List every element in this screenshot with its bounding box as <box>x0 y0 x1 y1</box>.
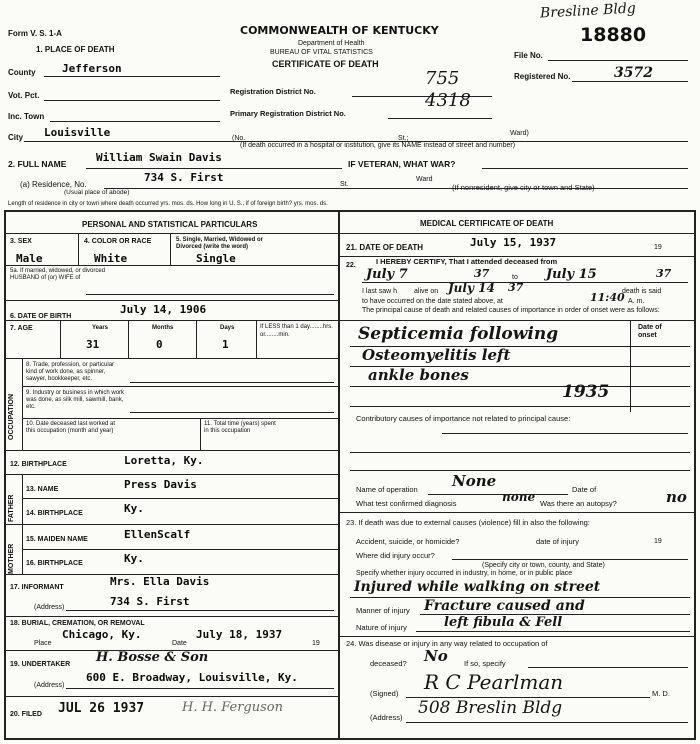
full-name-label: 2. FULL NAME <box>8 159 67 169</box>
sex-row-rule <box>4 265 338 266</box>
death-said: death is said <box>622 288 662 295</box>
age-row-rule <box>4 358 338 359</box>
spouse-row-rule <box>4 300 338 301</box>
days-label: Days <box>220 325 235 331</box>
left-border <box>4 210 6 740</box>
usual-place: (Usual place of abode) <box>64 189 130 196</box>
reg-district-label: Registration District No. <box>230 87 316 96</box>
autopsy-rule <box>338 512 694 513</box>
md-label: M. D. <box>652 689 670 698</box>
age-years: 31 <box>86 338 100 351</box>
occ9-line <box>130 412 334 413</box>
undertaker-bottom-rule <box>4 696 338 697</box>
death-date-label: 21. DATE OF DEATH <box>346 243 424 252</box>
operation-label: Name of operation <box>356 485 418 494</box>
length-note: Length of residence in city or town where death occurred yrs. mos. ds. How long in U. S., if of foreign birth? yrs. mos. ds. <box>8 201 328 207</box>
spouse-line <box>86 294 334 295</box>
cause-line1: Septicemia following <box>358 324 559 344</box>
father-bottom-rule <box>4 524 338 525</box>
st-label: St.; <box>398 135 409 142</box>
last-saw-date: July 14 <box>448 281 495 295</box>
color-value: White <box>94 252 128 265</box>
occ8-line <box>130 382 334 383</box>
cause-line-4 <box>350 406 690 407</box>
occ9-rule <box>22 418 338 419</box>
sex-label: 3. SEX <box>10 238 32 245</box>
informant-address-line <box>66 610 334 611</box>
father-col-rule <box>22 474 23 524</box>
dob-label: 6. DATE OF BIRTH <box>10 313 72 320</box>
place-of-death-heading: 1. PLACE OF DEATH <box>36 45 115 54</box>
nonresident-note: (If nonresident, give city or town and State) <box>452 183 595 192</box>
ward-label: Ward) <box>510 130 529 137</box>
undertaker-label: 19. UNDERTAKER <box>10 661 71 668</box>
registrar-signature: H. H. Ferguson <box>182 700 283 715</box>
color-label: 4. COLOR OR RACE <box>84 238 152 245</box>
occupation-col-rule <box>22 358 23 450</box>
burial-place-label: Place <box>34 640 52 647</box>
date-injury-label: date of injury <box>536 537 579 546</box>
reg-district-value: 755 <box>425 68 460 89</box>
nature-value: left fibula & Fell <box>444 615 563 630</box>
dob-value: July 14, 1906 <box>120 303 207 316</box>
name-line <box>86 168 342 169</box>
informant-address-value: 734 S. First <box>110 595 190 608</box>
date-of-label: Date of <box>572 485 597 494</box>
filed-date-stamp: JUL 26 1937 <box>58 701 145 716</box>
inc-town-label: Inc. Town <box>8 112 45 121</box>
burial-date-label: Date <box>172 640 187 647</box>
hospital-note: (If death occurred in a hospital or institution, give its NAME instead of street and number) <box>240 142 516 149</box>
sex-value: Male <box>16 252 43 265</box>
cause-line3: ankle bones <box>368 366 469 384</box>
cause-line2: Osteomyelitis left <box>362 346 511 364</box>
main-top-rule <box>4 210 696 212</box>
full-name-value: William Swain Davis <box>96 151 222 164</box>
certify-text: I HEREBY CERTIFY, That I attended deceased from <box>376 257 558 266</box>
onset-value: 1935 <box>562 382 610 402</box>
occ8-label: 8. Trade, profession, or particular kind of work done, as spinner, sawyer, bookkeeper, etc. <box>26 362 115 382</box>
test-value: none <box>502 490 536 504</box>
residence-line <box>104 188 688 189</box>
no-label: (No. <box>232 135 246 142</box>
occ11-label: 11. Total time (years) spent in this occupation <box>204 421 276 434</box>
form-number: Form V. S. 1-A <box>8 29 62 38</box>
nature-label: Nature of injury <box>356 623 407 632</box>
occurred-text: to have occurred on the date stated above, at <box>362 298 503 305</box>
file-no-label: File No. <box>514 51 543 60</box>
occ10-col-rule <box>200 418 201 450</box>
attended-to-label: to <box>512 274 518 281</box>
less-than-label: If LESS than 1 day........hrs. or........min. <box>260 324 333 338</box>
mother-name-rule <box>22 549 338 550</box>
marital-value: Single <box>196 252 236 265</box>
death-time: 11:40 <box>590 291 625 304</box>
commonwealth-title: COMMONWEALTH OF KENTUCKY <box>240 24 439 37</box>
file-number-stamp: 18880 <box>580 24 647 46</box>
right-border <box>694 210 696 740</box>
mother-birthplace-value: Ky. <box>124 552 144 565</box>
deceased-label: deceased? <box>370 659 407 668</box>
cause-line-3 <box>350 386 690 387</box>
physician-address-label: (Address) <box>370 713 403 722</box>
occ8-rule <box>22 386 338 387</box>
registered-no-line <box>572 81 688 82</box>
where-line <box>452 559 688 560</box>
personal-title-rule <box>4 233 338 234</box>
filed-label: 20. FILED <box>10 711 42 718</box>
father-name-label: 13. NAME <box>26 486 59 493</box>
undertaker-address-label: (Address) <box>34 682 65 689</box>
inc-town-line <box>50 121 220 122</box>
manner-label: Manner of injury <box>356 606 410 615</box>
where-label: Where did injury occur? <box>356 551 435 560</box>
alive-label: alive on <box>414 288 439 295</box>
sex-col-rule <box>78 233 79 265</box>
contributory-line-1 <box>442 433 688 434</box>
top-annotation: Bresline Bldg <box>539 0 637 22</box>
mother-name-label: 15. MAIDEN NAME <box>26 536 88 543</box>
mother-birthplace-label: 16. BIRTHPLACE <box>26 560 83 567</box>
occ9-label: 9. Industry or business in which work was done, as silk mill, sawmill, bank, etc. <box>26 390 125 410</box>
death-date-year: 19 <box>654 244 662 251</box>
county-line <box>44 76 220 77</box>
date-onset-label: Date of onset <box>638 324 662 340</box>
physician-address-value: 508 Breslin Bldg <box>418 698 563 718</box>
autopsy-value: no <box>666 488 687 506</box>
undertaker-value: H. Bosse & Son <box>96 650 209 665</box>
age-col4 <box>256 320 257 358</box>
burial-label: 18. BURIAL, CREMATION, OR REMOVAL <box>10 620 145 627</box>
attended-line <box>362 282 688 283</box>
file-no-line <box>548 60 688 61</box>
mother-group-label: MOTHER <box>8 543 15 574</box>
occupation-label: OCCUPATION <box>8 393 15 440</box>
city-value: Louisville <box>44 126 111 139</box>
autopsy-label: Was there an autopsy? <box>540 499 617 508</box>
if-so-label: If so, specify <box>464 659 506 668</box>
contributory-line-2 <box>350 452 690 453</box>
age-label: 7. AGE <box>10 325 33 332</box>
occ10-label: 10. Date deceased last worked at this occupation (month and year) <box>26 421 116 434</box>
medical-section-title: MEDICAL CERTIFICATE OF DEATH <box>420 219 554 228</box>
occupation-related-label: 24. Was disease or injury in any way related to occupation of <box>346 639 548 648</box>
primary-reg-value: 4318 <box>425 90 471 111</box>
years-label: Years <box>92 325 109 331</box>
certify-number: 22. <box>346 262 356 269</box>
color-col-rule <box>170 233 171 265</box>
vot-pct-label: Vot. Pct. <box>8 91 40 100</box>
physician-address-line <box>406 722 688 723</box>
cause-text: The principal cause of death and related causes of importance in order of onset were as follows: <box>362 307 660 314</box>
birthplace-row-rule <box>4 474 338 475</box>
bottom-rule <box>4 738 696 740</box>
external-label: 23. If death was due to external causes (violence) fill in also the following: <box>346 518 590 527</box>
if-so-line <box>528 667 688 668</box>
residence-value: 734 S. First <box>144 171 224 184</box>
residence-label: (a) Residence, No. <box>20 180 87 189</box>
father-group-label: FATHER <box>8 494 15 522</box>
registered-number: 3572 <box>614 65 653 81</box>
center-divider <box>338 210 340 740</box>
attended-from-year: 37 <box>474 267 490 280</box>
informant-value: Mrs. Ella Davis <box>110 575 210 588</box>
father-name-value: Press Davis <box>124 478 197 491</box>
informant-bottom-rule <box>4 616 338 617</box>
nature-rule <box>338 636 694 637</box>
medical-title-rule <box>338 233 694 234</box>
attended-to: July 15 <box>546 267 597 282</box>
father-name-rule <box>22 498 338 499</box>
last-saw-pre: I last saw h <box>362 288 398 295</box>
burial-date-value: July 18, 1937 <box>196 628 283 641</box>
primary-reg-line <box>388 118 492 119</box>
nature-line <box>416 631 690 632</box>
father-birthplace-value: Ky. <box>124 502 144 515</box>
age-days: 1 <box>222 338 229 351</box>
registered-no-label: Registered No. <box>514 72 571 81</box>
burial-place-value: Chicago, Ky. <box>62 628 142 641</box>
manner-value: Fracture caused and <box>424 598 585 614</box>
physician-signature: R C Pearlman <box>424 670 564 694</box>
age-col3 <box>196 320 197 358</box>
contributory-label: Contributory causes of importance not related to principal cause: <box>356 414 571 423</box>
specify-city-label: (Specify city or town, county, and State) <box>482 562 605 569</box>
birthplace-value: Loretta, Ky. <box>124 454 204 467</box>
attended-to-year: 37 <box>656 267 672 280</box>
dob-row-rule <box>4 320 338 321</box>
operation-line <box>428 494 568 495</box>
vot-pct-line <box>44 100 220 101</box>
cause-top-rule <box>338 320 694 321</box>
residence-ward-label: Ward <box>416 176 433 183</box>
residence-st-label: St. <box>340 181 349 188</box>
city-label: City <box>8 133 24 142</box>
marital-label: 5. Single, Married, Widowed or Divorced (write the word) <box>176 237 263 250</box>
injury-place-value: Injured while walking on street <box>354 579 601 595</box>
injury-year-label: 19 <box>654 538 662 545</box>
spouse-label: 5a. If married, widowed, or divorced HUSBAND of (or) WIFE of <box>10 268 106 281</box>
primary-reg-label: Primary Registration District No. <box>230 109 346 118</box>
informant-label: 17. INFORMANT <box>10 584 64 591</box>
signed-label: (Signed) <box>370 689 399 698</box>
county-value: Jefferson <box>62 62 122 75</box>
certificate-title: CERTIFICATE OF DEATH <box>272 59 379 69</box>
operation-value: None <box>452 472 497 490</box>
age-col1 <box>60 320 61 358</box>
personal-section-title: PERSONAL AND STATISTICAL PARTICULARS <box>82 220 258 229</box>
bureau: BUREAU OF VITAL STATISTICS <box>270 49 373 56</box>
reg-district-line <box>352 96 492 97</box>
am-label: A. m. <box>628 298 645 305</box>
veteran-line <box>482 168 688 169</box>
attended-from: July 7 <box>366 267 408 282</box>
age-months: 0 <box>156 338 163 351</box>
death-date-value: July 15, 1937 <box>470 236 557 249</box>
father-birthplace-label: 14. BIRTHPLACE <box>26 510 83 517</box>
mother-name-value: EllenScalf <box>124 528 191 541</box>
last-saw-year: 37 <box>508 281 524 294</box>
months-label: Months <box>152 325 174 331</box>
burial-year-label: 19 <box>312 640 320 647</box>
accident-label: Accident, suicide, or homicide? <box>356 537 460 546</box>
undertaker-address-line <box>66 688 334 689</box>
age-col2 <box>128 320 129 358</box>
test-label: What test confirmed diagnosis <box>356 499 457 508</box>
specify-whether-label: Specify whether injury occurred in industry, in home, or in public place <box>356 570 573 577</box>
county-label: County <box>8 68 36 77</box>
department: Department of Health <box>298 40 365 47</box>
undertaker-address-value: 600 E. Broadway, Louisville, Ky. <box>86 671 298 684</box>
birthplace-label: 12. BIRTHPLACE <box>10 461 67 468</box>
occupation-bottom-rule <box>4 450 338 451</box>
informant-address-label: (Address) <box>34 604 65 611</box>
deceased-value: No <box>424 647 448 665</box>
contributory-line-3 <box>350 470 690 471</box>
veteran-label: IF VETERAN, WHAT WAR? <box>348 159 456 169</box>
